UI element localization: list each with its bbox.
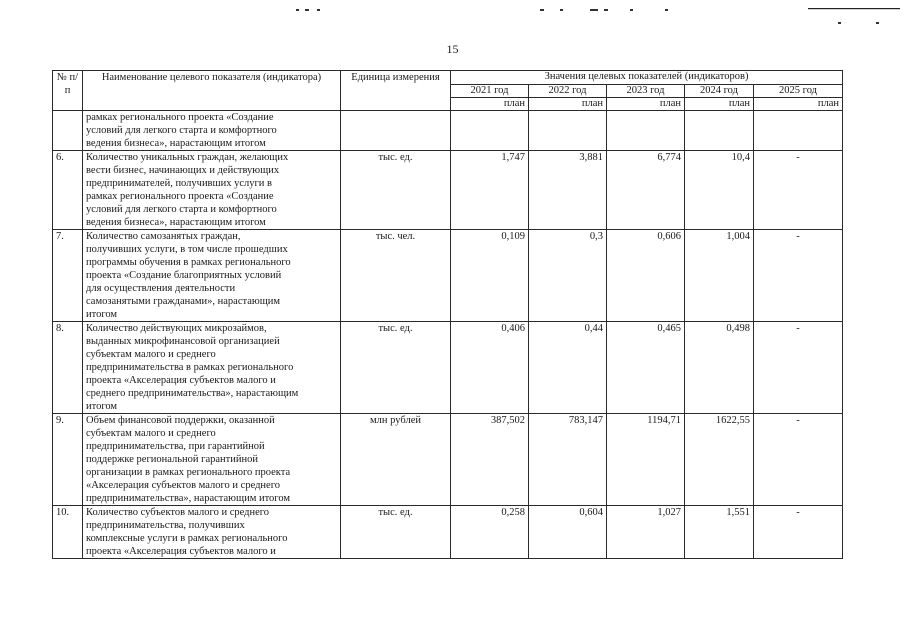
indicator-value: - <box>754 414 843 506</box>
row-number: 6. <box>53 151 83 230</box>
indicator-unit <box>341 111 451 151</box>
header-plan: план <box>451 98 529 111</box>
indicator-value: 0,109 <box>451 230 529 322</box>
indicator-name <box>83 151 341 230</box>
indicator-value: 0,258 <box>451 506 529 559</box>
indicator-name-line: рамках регионального проекта «Создание <box>86 191 274 202</box>
header-plan: план <box>529 98 607 111</box>
header-plan: план <box>607 98 685 111</box>
header-target-values: Значения целевых показателей (индикаторов) <box>451 71 843 85</box>
indicator-name-line: ведения бизнеса», нарастающим итогом <box>86 217 266 228</box>
row-number: 8. <box>53 322 83 414</box>
indicator-name-line: получивших услуги, в том числе прошедших <box>86 244 288 255</box>
indicator-unit: тыс. ед. <box>341 506 451 559</box>
indicator-name-line: итогом <box>86 309 118 320</box>
indicator-name <box>83 230 341 322</box>
indicator-name-line: ведения бизнеса», нарастающим итогом <box>86 138 266 149</box>
header-plan: план <box>754 98 843 111</box>
indicator-value: 6,774 <box>607 151 685 230</box>
table-row <box>53 414 843 506</box>
header-year: 2024 год <box>685 85 754 98</box>
header-year: 2021 год <box>451 85 529 98</box>
page-number: 15 <box>446 42 459 56</box>
indicator-name-line: вести бизнес, начинающих и действующих <box>86 165 280 176</box>
indicator-value: - <box>754 151 843 230</box>
indicator-value: 1622,55 <box>685 414 754 506</box>
table-row <box>53 230 843 322</box>
indicator-unit: тыс. ед. <box>341 151 451 230</box>
indicator-name-line: Количество уникальных граждан, желающих <box>86 152 289 163</box>
indicator-value: - <box>754 230 843 322</box>
table-row <box>53 151 843 230</box>
table-row <box>53 111 843 151</box>
indicator-name-line: для осуществления деятельности <box>86 283 236 294</box>
indicator-value <box>685 111 754 151</box>
indicator-name-line: комплексные услуги в рамках регионального <box>86 533 288 544</box>
indicator-name-line: проекта «Акселерация субъектов малого и <box>86 375 276 386</box>
indicator-unit: тыс. чел. <box>341 230 451 322</box>
indicator-value: 0,604 <box>529 506 607 559</box>
table-header <box>53 71 843 111</box>
indicator-name <box>83 506 341 559</box>
indicator-name-line: Количество действующих микрозаймов, <box>86 323 267 334</box>
indicator-name-line: среднего предпринимательства», нарастающим <box>86 388 299 399</box>
indicator-name-line: условий для легкого старта и комфортного <box>86 125 277 136</box>
header-plan: план <box>685 98 754 111</box>
indicator-value: 0,44 <box>529 322 607 414</box>
indicator-value: 1,027 <box>607 506 685 559</box>
row-number: 7. <box>53 230 83 322</box>
indicator-name-line: предпринимательства», нарастающим итогом <box>86 493 291 504</box>
table-row <box>53 322 843 414</box>
indicator-value: 0,606 <box>607 230 685 322</box>
indicator-value: 0,498 <box>685 322 754 414</box>
indicator-name-line: Объем финансовой поддержки, оказанной <box>86 415 275 426</box>
indicator-value: 1194,71 <box>607 414 685 506</box>
indicator-name-line: Количество самозанятых граждан, <box>86 231 241 242</box>
indicator-value: 783,147 <box>529 414 607 506</box>
indicator-value <box>451 111 529 151</box>
indicator-name <box>83 322 341 414</box>
indicator-name-line: самозанятыми гражданами», нарастающим <box>86 296 281 307</box>
header-unit: Единица измерения <box>341 71 451 111</box>
indicator-name-line: проекта «Акселерация субъектов малого и <box>86 546 276 557</box>
indicator-value: 0,406 <box>451 322 529 414</box>
header-year: 2025 год <box>754 85 843 98</box>
indicator-name-line: предпринимателей, получивших услуги в <box>86 178 273 189</box>
indicator-name-line: выданных микрофинансовой организацией <box>86 336 280 347</box>
row-number <box>53 111 83 151</box>
header-number: № п/п <box>53 71 83 111</box>
indicator-name-line: субъектам малого и среднего <box>86 428 216 439</box>
indicator-name <box>83 414 341 506</box>
indicator-value <box>754 111 843 151</box>
scan-artifacts <box>0 0 905 30</box>
row-number: 10. <box>53 506 83 559</box>
row-number: 9. <box>53 414 83 506</box>
indicator-value: - <box>754 322 843 414</box>
indicator-value <box>529 111 607 151</box>
target-indicators-table <box>52 70 843 559</box>
indicator-value: 387,502 <box>451 414 529 506</box>
indicator-value: 1,747 <box>451 151 529 230</box>
indicator-value: 3,881 <box>529 151 607 230</box>
indicator-name-line: предпринимательства, получивших <box>86 520 245 531</box>
indicator-name <box>83 111 341 151</box>
indicator-name-line: организации в рамках регионального проекта <box>86 467 291 478</box>
indicator-value: 1,551 <box>685 506 754 559</box>
table-row <box>53 506 843 559</box>
indicator-unit: тыс. ед. <box>341 322 451 414</box>
indicator-value <box>607 111 685 151</box>
header-year: 2022 год <box>529 85 607 98</box>
header-indicator-name: Наименование целевого показателя (индикатора) <box>83 71 341 111</box>
header-year: 2023 год <box>607 85 685 98</box>
indicator-name-line: предпринимательства в рамках регионального <box>86 362 294 373</box>
indicator-name-line: субъектам малого и среднего <box>86 349 216 360</box>
indicator-name-line: проекта «Создание благоприятных условий <box>86 270 282 281</box>
indicator-value: 0,3 <box>529 230 607 322</box>
indicator-value: 1,004 <box>685 230 754 322</box>
indicator-name-line: итогом <box>86 401 118 412</box>
indicator-name-line: рамках регионального проекта «Создание <box>86 112 274 123</box>
table-body <box>53 111 843 559</box>
indicator-name-line: условий для легкого старта и комфортного <box>86 204 277 215</box>
indicator-name-line: «Акселерация субъектов малого и среднего <box>86 480 281 491</box>
indicator-name-line: предпринимательства, при гарантийной <box>86 441 265 452</box>
indicator-value: 0,465 <box>607 322 685 414</box>
indicator-name-line: программы обучения в рамках регионального <box>86 257 291 268</box>
indicator-value: 10,4 <box>685 151 754 230</box>
indicator-value: - <box>754 506 843 559</box>
indicator-name-line: поддержке региональной гарантийной <box>86 454 258 465</box>
indicator-name-line: Количество субъектов малого и среднего <box>86 507 270 518</box>
indicator-unit: млн рублей <box>341 414 451 506</box>
